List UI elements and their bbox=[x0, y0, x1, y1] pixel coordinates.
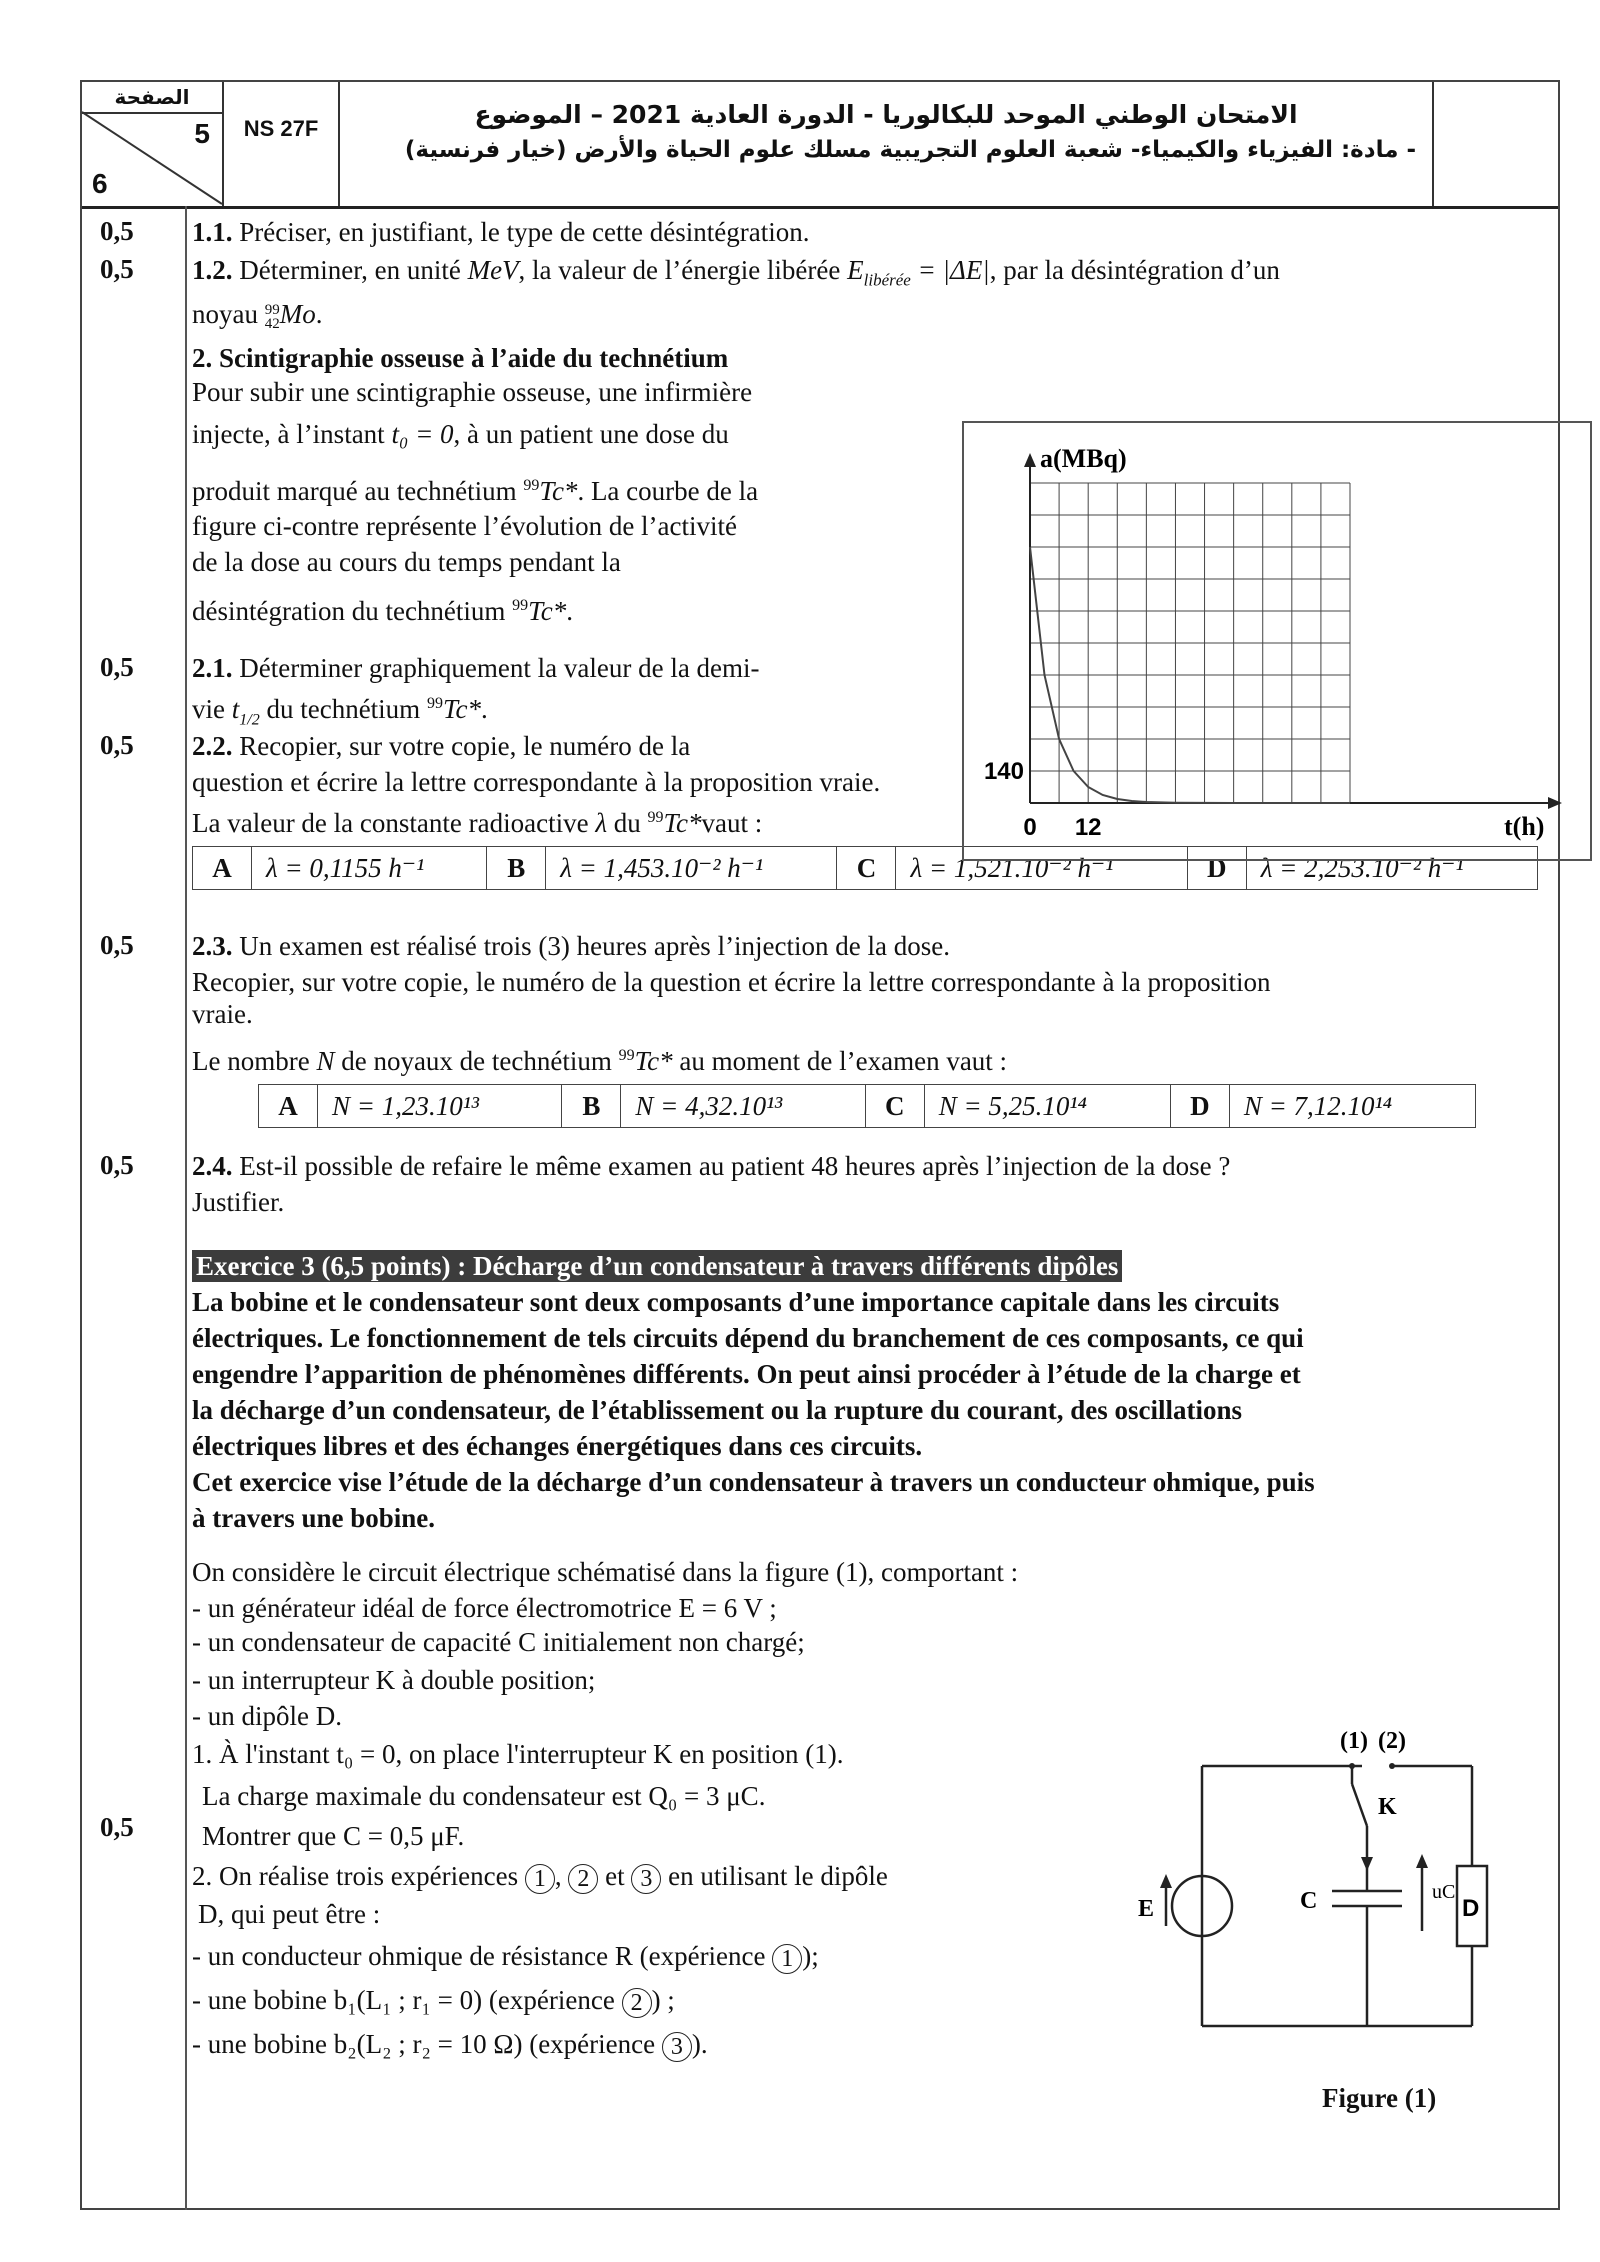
marks-column-divider bbox=[185, 206, 187, 2210]
sec2-line4: figure ci-contre représente l’évolution de l’activité bbox=[192, 511, 737, 541]
tc-mass-1: 99 bbox=[523, 477, 540, 494]
ex3-q2-a: 2. On réalise trois expériences bbox=[192, 1861, 519, 1891]
mark-q23: 0,5 bbox=[100, 930, 134, 960]
tc-symbol-5: Tc* bbox=[634, 1046, 673, 1076]
ex3-intro-7: à travers une bobine. bbox=[192, 1503, 435, 1533]
q21-number: 2.1. bbox=[192, 653, 233, 683]
q23-text: Un examen est réalisé trois (3) heures après l’injection de la dose. bbox=[239, 931, 950, 961]
q23-number: 2.3. bbox=[192, 931, 233, 961]
question-2-3-cont3 bbox=[192, 1040, 1007, 1077]
question-2-2-cont: question et écrire la lettre correspondante à la proposition vraie. bbox=[192, 767, 881, 797]
n-option-c-letter: C bbox=[865, 1085, 924, 1128]
capacitor-label: C bbox=[1300, 1888, 1318, 1914]
ex3-item-4: - un dipôle D. bbox=[192, 1701, 342, 1731]
experience-3-circle: 3 bbox=[631, 1864, 661, 1894]
question-2-4 bbox=[192, 1150, 1230, 1182]
lambda-option-b-value: λ = 1,453.10⁻² h⁻¹ bbox=[546, 847, 837, 890]
ex3-q2-d: D, qui peut être : bbox=[198, 1899, 381, 1929]
x-tick-label-0: 0 bbox=[1023, 814, 1037, 841]
ex3-intro-2: électriques. Le fonctionnement de tels circuits dépend du branchement de ces composants, ce qui bbox=[192, 1323, 1304, 1353]
page-total: 6 bbox=[92, 168, 108, 199]
page-number: 5 bbox=[194, 118, 210, 149]
q22-text3: La valeur de la constante radioactive bbox=[192, 808, 589, 838]
experience-2-circle-b: 2 bbox=[622, 1988, 652, 2018]
uc-label: uC bbox=[1432, 1881, 1456, 1903]
question-2-1 bbox=[192, 652, 760, 684]
ex3-item-3: - un interrupteur K à double position; bbox=[192, 1665, 596, 1695]
q12-energy-eq: = |ΔE| bbox=[917, 255, 990, 285]
x-axis-label: t(h) bbox=[1504, 812, 1545, 841]
y-axis-arrow bbox=[1024, 453, 1036, 467]
question-2-3-cont: Recopier, sur votre copie, le numéro de la question et écrire la lettre correspondante à la proposition bbox=[192, 967, 1271, 997]
q12-energy-sub: libérée bbox=[863, 270, 911, 290]
q11-text: Préciser, en justifiant, le type de cette désintégration. bbox=[239, 217, 810, 247]
q22-text4: du bbox=[613, 808, 641, 838]
sec2-line2 bbox=[192, 418, 729, 450]
exam-page bbox=[80, 80, 1560, 2210]
q12-text-a: Déterminer, en unité bbox=[239, 255, 461, 285]
q24-number: 2.4. bbox=[192, 1151, 233, 1181]
q12-text-d: noyau bbox=[192, 299, 258, 329]
header-blank-cell bbox=[1434, 82, 1558, 206]
tc-mass-4: 99 bbox=[647, 809, 664, 826]
ex3-intro-6: Cet exercice vise l’étude de la décharge d’un condensateur à travers un conducteur ohmique, puis bbox=[192, 1467, 1315, 1497]
question-1-2 bbox=[192, 254, 1280, 296]
y-tick-label: 140 bbox=[983, 758, 1024, 785]
sec2-p3b: . La courbe de la bbox=[577, 476, 759, 506]
q21-text4: . bbox=[480, 694, 488, 724]
exercise-3-title: Exercice 3 (6,5 points) : Décharge d’un condensateur à travers différents dipôles bbox=[192, 1250, 1122, 1282]
experience-1-circle-b: 1 bbox=[772, 1944, 802, 1974]
ex3-l1a: - un conducteur ohmique de résistance R (expérience bbox=[192, 1941, 766, 1971]
tc-mass-3: 99 bbox=[426, 695, 443, 712]
ex3-l2b: ) ; bbox=[651, 1985, 675, 2015]
mark-q24: 0,5 bbox=[100, 1150, 134, 1180]
experience-3-circle-b: 3 bbox=[662, 2032, 692, 2062]
n-option-a-letter: A bbox=[259, 1085, 318, 1128]
q22-text: Recopier, sur votre copie, le numéro de la bbox=[239, 731, 691, 761]
q12-energy-symbol: E bbox=[847, 255, 864, 285]
mark-q22: 0,5 bbox=[100, 730, 134, 760]
n-option-c-value: N = 5,25.10¹⁴ bbox=[924, 1085, 1170, 1128]
q21-text2: vie bbox=[192, 694, 225, 724]
q24-text: Est-il possible de refaire le même examen au patient 48 heures après l’injection de la dose ? bbox=[239, 1151, 1231, 1181]
switch-pos-2: (2) bbox=[1378, 1728, 1406, 1754]
section-2-title-text: 2. Scintigraphie osseuse à l’aide du technétium bbox=[192, 343, 729, 373]
ex3-intro-5: électriques libres et des échanges énergétiques dans ces circuits. bbox=[192, 1431, 923, 1461]
q11-number: 1.1. bbox=[192, 217, 233, 247]
sec2-p6: désintégration du technétium bbox=[192, 596, 506, 626]
sec2-line6 bbox=[192, 590, 573, 627]
ex3-dipole-3 bbox=[192, 2028, 708, 2062]
ex3-intro-3: engendre l’apparition de phénomènes différents. On peut ainsi procéder à l’étude de la charge et bbox=[192, 1359, 1301, 1389]
sec2-line5: de la dose au cours du temps pendant la bbox=[192, 547, 621, 577]
exam-title-line1: الامتحان الوطني الموحد للبكالوريا - الدورة العادية 2021 – الموضوع bbox=[474, 100, 1298, 129]
sec2-p3: produit marqué au technétium bbox=[192, 476, 517, 506]
question-2-2 bbox=[192, 730, 690, 762]
q23-text5: de noyaux de technétium bbox=[341, 1046, 612, 1076]
tc-symbol-2: Tc* bbox=[528, 596, 567, 626]
ex3-item-1: - un générateur idéal de force électromotrice E = 6 V ; bbox=[192, 1593, 777, 1623]
lambda-option-c-letter: C bbox=[837, 847, 896, 890]
x-tick-label-12: 12 bbox=[1074, 814, 1102, 841]
ex3-dipole-2 bbox=[192, 1984, 675, 2018]
tc-mass-2: 99 bbox=[512, 597, 529, 614]
ex3-q2-c: en utilisant le dipôle bbox=[668, 1861, 888, 1891]
ex3-l2a: - une bobine b₁(L₁ ; r₁ = 0) (expérience bbox=[192, 1985, 615, 2015]
page-header bbox=[82, 82, 1558, 209]
figure-1-caption: Figure (1) bbox=[1322, 2083, 1437, 2113]
sec2-t0: t₀ = 0 bbox=[391, 419, 454, 449]
q12-nucleus-symbol: Mo bbox=[279, 299, 316, 329]
ex3-intro-1: La bobine et le condensateur sont deux composants d’une importance capitale dans les circuits bbox=[192, 1287, 1280, 1317]
ex3-l1b: ); bbox=[802, 1941, 819, 1971]
sec2-p2: injecte, à l’instant bbox=[192, 419, 385, 449]
n-options-table bbox=[258, 1084, 1476, 1128]
lambda-option-b-letter: B bbox=[487, 847, 546, 890]
question-2-4-cont: Justifier. bbox=[192, 1187, 285, 1217]
exam-title-line2: - مادة: الفيزياء والكيمياء- شعبة العلوم التجريبية مسلك علوم الحياة والأرض (خيار فرنسية) bbox=[404, 137, 1416, 163]
q21-text3: du technétium bbox=[266, 694, 421, 724]
question-2-3-cont2: vraie. bbox=[192, 999, 253, 1029]
mark-ex3-q1: 0,5 bbox=[100, 1812, 134, 1842]
ex3-l3b: ). bbox=[691, 2029, 708, 2059]
q22-number: 2.2. bbox=[192, 731, 233, 761]
question-2-2-cont2 bbox=[192, 802, 762, 839]
ex3-q1c: Montrer que C = 0,5 μF. bbox=[202, 1821, 465, 1851]
circuit-figure bbox=[1138, 1726, 1532, 2066]
mark-q21: 0,5 bbox=[100, 652, 134, 682]
question-2-3 bbox=[192, 930, 950, 962]
ex3-intro-4: la décharge d’un condensateur, de l’établissement ou la rupture du courant, des oscillations bbox=[192, 1395, 1243, 1425]
ex3-setup: On considère le circuit électrique schématisé dans la figure (1), comportant : bbox=[192, 1557, 1019, 1587]
page-counter bbox=[82, 82, 224, 206]
q12-text-e: . bbox=[315, 299, 323, 329]
q12-mass-number: 99 bbox=[264, 301, 280, 318]
mark-q12: 0,5 bbox=[100, 254, 134, 284]
activity-chart bbox=[964, 423, 1590, 859]
sec2-line3 bbox=[192, 470, 758, 507]
sec2-p6b: . bbox=[566, 596, 573, 626]
n-option-b-value: N = 4,32.10¹³ bbox=[621, 1085, 865, 1128]
exam-title bbox=[340, 82, 1434, 206]
ex3-dipole-1 bbox=[192, 1940, 819, 1974]
tc-symbol-4: Tc* bbox=[663, 808, 702, 838]
mark-q11: 0,5 bbox=[100, 216, 134, 246]
page-label: الصفحة bbox=[82, 82, 222, 114]
lambda-option-c-value: λ = 1,521.10⁻² h⁻¹ bbox=[896, 847, 1187, 890]
sec2-line1: Pour subir une scintigraphie osseuse, une infirmière bbox=[192, 377, 753, 407]
q23-text6: au moment de l’examen vaut : bbox=[679, 1046, 1008, 1076]
q12-number: 1.2. bbox=[192, 255, 233, 285]
ex3-q2: 2. On réalise trois expériences 1 , 2 et 3 en utilisant le dipôle bbox=[192, 1861, 888, 1892]
q12-text-c: , par la désintégration d’un bbox=[989, 255, 1280, 285]
generator-label: E bbox=[1138, 1896, 1155, 1922]
q12-text-b: , la valeur de l’énergie libérée bbox=[518, 255, 841, 285]
exam-code: NS 27F bbox=[224, 82, 340, 206]
activity-graph bbox=[962, 421, 1592, 861]
lambda-option-d-letter: D bbox=[1187, 847, 1246, 890]
switch-pos-1: (1) bbox=[1340, 1728, 1368, 1754]
dipole-label: D bbox=[1462, 1895, 1480, 1922]
q21-thalf: t bbox=[231, 694, 240, 724]
tc-symbol-1: Tc* bbox=[539, 476, 578, 506]
x-axis-arrow bbox=[1548, 797, 1562, 809]
n-option-d-value: N = 7,12.10¹⁴ bbox=[1229, 1085, 1475, 1128]
lambda-option-d-value: λ = 2,253.10⁻² h⁻¹ bbox=[1246, 847, 1537, 890]
n-option-d-letter: D bbox=[1170, 1085, 1229, 1128]
q21-thalf-sub: 1/2 bbox=[239, 711, 260, 729]
q23-text4: Le nombre bbox=[192, 1046, 310, 1076]
experience-1-circle: 1 bbox=[525, 1864, 555, 1894]
q21-text: Déterminer graphiquement la valeur de la demi- bbox=[239, 653, 760, 683]
tc-mass-5: 99 bbox=[618, 1047, 635, 1064]
question-1-2-cont bbox=[192, 298, 322, 331]
q22-lambda: λ bbox=[595, 808, 608, 838]
ex3-l3a: - une bobine b₂(L₂ ; r₂ = 10 Ω) (expérience bbox=[192, 2029, 656, 2059]
n-option-a-value: N = 1,23.10¹³ bbox=[318, 1085, 562, 1128]
q12-atomic-number: 42 bbox=[264, 315, 280, 332]
tc-symbol-3: Tc* bbox=[442, 694, 481, 724]
experience-2-circle: 2 bbox=[568, 1864, 598, 1894]
switch-label: K bbox=[1378, 1794, 1397, 1820]
ex3-q1b: La charge maximale du condensateur est Q₀ = 3 μC. bbox=[202, 1781, 766, 1811]
q23-n: N bbox=[316, 1046, 335, 1076]
n-option-b-letter: B bbox=[562, 1085, 621, 1128]
q22-text5: vaut : bbox=[701, 808, 763, 838]
ex3-q1: 1. À l'instant t₀ = 0, on place l'interrupteur K en position (1). bbox=[192, 1739, 844, 1769]
ex3-q2-b: et bbox=[605, 1861, 625, 1891]
q12-unit: MeV bbox=[467, 255, 519, 285]
section-2-title bbox=[192, 342, 728, 374]
lambda-option-a-letter: A bbox=[193, 847, 252, 890]
question-1-1 bbox=[192, 216, 809, 248]
ex3-item-2: - un condensateur de capacité C initialement non chargé; bbox=[192, 1627, 805, 1657]
sec2-p2b: , à un patient une dose du bbox=[453, 419, 729, 449]
lambda-option-a-value: λ = 0,1155 h⁻¹ bbox=[252, 847, 487, 890]
y-axis-label: a(MBq) bbox=[1040, 444, 1127, 473]
